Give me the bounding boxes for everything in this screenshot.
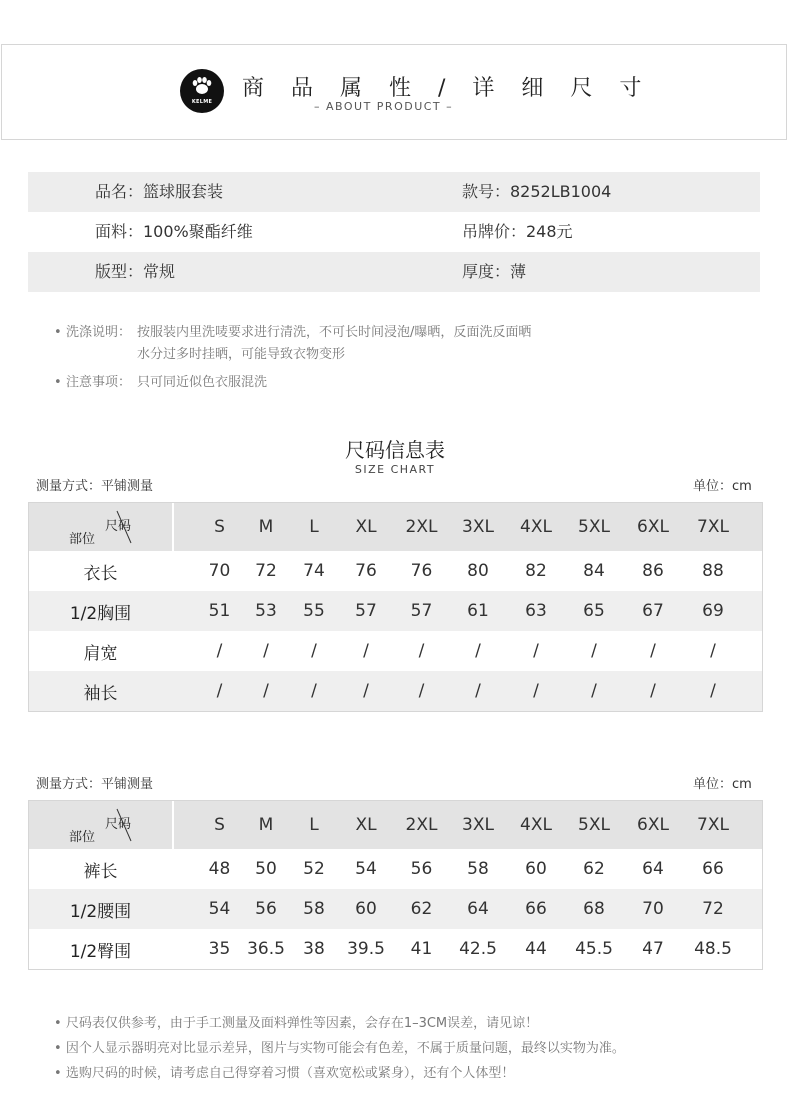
table-cell: 50 (255, 859, 277, 879)
table-cell: 80 (467, 561, 489, 581)
size-header-cell: 3XL (462, 517, 494, 537)
table-cell: 52 (303, 859, 325, 879)
footer-note: • 尺码表仅供参考，由于手工测量及面料弹性等因素，会存在1–3CM误差，请见谅！ (54, 1016, 539, 1031)
section-title: 商 品 属 性 / 详 细 尺 寸 (242, 76, 652, 101)
table-cell: 38 (303, 939, 325, 959)
table-header-row (29, 801, 762, 849)
table-cell: 70 (208, 561, 231, 581)
table-cell: 56 (255, 899, 277, 919)
size-header-cell: 7XL (697, 815, 729, 835)
table-corner-cell (29, 801, 172, 849)
note-text: 水分过多时挂晒，可能导致衣物变形 (137, 347, 346, 362)
property-fit: 版型：常规 (95, 262, 176, 281)
table-cell: 63 (525, 601, 547, 621)
size-header-cell: L (309, 517, 319, 537)
table-cell: 39.5 (347, 939, 385, 959)
table-row (29, 551, 762, 591)
property-row (28, 172, 760, 212)
table-cell: 88 (702, 561, 724, 581)
table-cell: / (311, 681, 317, 701)
table-cell: 57 (410, 601, 433, 621)
section-header (1, 44, 787, 140)
size-header-cell: XL (355, 815, 377, 835)
table-cell: 51 (208, 601, 231, 621)
table-cell: / (475, 641, 481, 661)
property-style-no: 款号：8252LB1004 (462, 182, 612, 201)
measure-method: 测量方式：平铺测量 (36, 479, 154, 494)
table-cell: / (418, 641, 425, 661)
row-label: 1/2胸围 (69, 603, 132, 624)
size-header-cell: S (214, 815, 225, 835)
unit-label: 单位：cm (693, 479, 752, 494)
table-cell: / (418, 681, 425, 701)
table-cell: 54 (208, 899, 231, 919)
note-label: 注意事项： (66, 375, 132, 390)
table-cell: 60 (355, 899, 377, 919)
row-label: 袖长 (83, 683, 118, 704)
logo-text: KELME (191, 99, 213, 105)
measure-method: 测量方式：平铺测量 (36, 777, 154, 792)
table-row (29, 591, 762, 631)
table-cell: 44 (525, 939, 547, 959)
property-row (28, 212, 760, 252)
care-note (54, 372, 587, 394)
size-header-cell: M (258, 517, 274, 537)
table-cell: 53 (255, 601, 277, 621)
table-row (29, 929, 762, 969)
size-header-cell: 5XL (578, 815, 610, 835)
table-cell: / (591, 681, 597, 701)
table-cell: 72 (702, 899, 724, 919)
table-cell: / (650, 641, 656, 661)
bullet-icon: • (54, 375, 62, 390)
size-chart-subtitle: SIZE CHART (354, 463, 436, 476)
table-cell: 62 (410, 899, 433, 919)
table-cell: / (591, 641, 597, 661)
table-cell: / (263, 681, 269, 701)
table-cell: 48 (208, 859, 231, 879)
note-label: 洗涤说明： (66, 325, 132, 340)
property-thickness: 厚度：薄 (462, 262, 527, 281)
table-cell: 66 (525, 899, 547, 919)
size-header-cell: 3XL (462, 815, 494, 835)
row-label: 裤长 (83, 861, 118, 882)
table-cell: 68 (583, 899, 605, 919)
table-cell: / (710, 681, 716, 701)
corner-part-label: 部位 (69, 830, 96, 845)
table-cell: / (216, 681, 223, 701)
footer-note: • 因个人显示器明亮对比显示差异，图片与实物可能会有色差，不属于质量问题，最终以实物为准。 (54, 1041, 625, 1056)
bullet-icon: • (54, 1041, 66, 1056)
corner-size-label: 尺码 (105, 519, 132, 534)
table-cell: / (533, 681, 539, 701)
table-cell: 58 (303, 899, 325, 919)
kelme-logo (180, 69, 224, 113)
table-cell: 57 (355, 601, 377, 621)
note-text: 按服装内里洗唛要求进行清洗，不可长时间浸泡/曝晒，反面洗反面晒 (137, 325, 532, 340)
table-cell: 41 (410, 939, 433, 959)
table-cell: 48.5 (694, 939, 732, 959)
size-header-cell: S (214, 517, 225, 537)
table-cell: 82 (525, 561, 547, 581)
size-header-cell: 6XL (637, 517, 669, 537)
footer-note: • 选购尺码的时候，请考虑自己得穿着习惯（喜欢宽松或紧身），还有个人体型！ (54, 1066, 515, 1081)
table-cell: 72 (255, 561, 277, 581)
table-cell: 60 (525, 859, 547, 879)
table-cell: 74 (303, 561, 325, 581)
size-header-cell: M (258, 815, 274, 835)
care-note (54, 322, 587, 344)
table-cell: 61 (467, 601, 489, 621)
table-cell: 69 (702, 601, 724, 621)
table-cell: 47 (642, 939, 664, 959)
care-note-continued (54, 344, 587, 366)
table-cell: 54 (355, 859, 377, 879)
table-header-row (29, 503, 762, 551)
table-cell: 42.5 (459, 939, 497, 959)
table-cell: 76 (355, 561, 377, 581)
table-cell: / (216, 641, 223, 661)
size-header-cell: 2XL (405, 815, 438, 835)
size-header-cell: L (309, 815, 319, 835)
table-cell: 86 (642, 561, 664, 581)
size-header-cell: 5XL (578, 517, 610, 537)
paw-icon (180, 69, 224, 113)
table-cell: / (311, 641, 317, 661)
table-cell: 45.5 (575, 939, 613, 959)
bullet-icon: • (54, 1066, 66, 1081)
footer-notes (54, 1011, 625, 1086)
table-cell: / (363, 681, 369, 701)
table-corner-cell (29, 503, 172, 551)
size-header-cell: XL (355, 517, 377, 537)
table-cell: 67 (642, 601, 664, 621)
property-name: 品名：篮球服套装 (95, 182, 224, 201)
table-cell: 58 (467, 859, 489, 879)
table-cell: / (475, 681, 481, 701)
size-table-bottom (28, 800, 763, 970)
table-row (29, 671, 762, 711)
property-fabric: 面料：100%聚酯纤维 (95, 222, 253, 241)
table-cell: 65 (583, 601, 605, 621)
table-cell: 62 (583, 859, 605, 879)
table-row (29, 889, 762, 929)
row-label: 衣长 (83, 563, 118, 584)
table-cell: / (710, 641, 716, 661)
row-label: 1/2腰围 (69, 901, 132, 922)
bullet-icon: • (54, 1016, 66, 1031)
corner-size-label: 尺码 (105, 817, 132, 832)
table-cell: 84 (583, 561, 605, 581)
section-subtitle: – ABOUT PRODUCT – (314, 100, 454, 113)
row-label: 1/2臀围 (69, 941, 132, 962)
table-cell: / (263, 641, 269, 661)
bullet-icon: • (54, 325, 62, 340)
size-header-cell: 4XL (520, 815, 552, 835)
row-label: 肩宽 (83, 643, 118, 664)
size-header-cell: 7XL (697, 517, 729, 537)
table-cell: 70 (642, 899, 664, 919)
care-notes (54, 322, 587, 394)
size-header-cell: 4XL (520, 517, 552, 537)
table-cell: / (533, 641, 539, 661)
table-cell: 64 (467, 899, 489, 919)
table-cell: 55 (303, 601, 325, 621)
corner-part-label: 部位 (69, 532, 96, 547)
table-cell: 76 (410, 561, 433, 581)
unit-label: 单位：cm (693, 777, 752, 792)
table-row (29, 631, 762, 671)
product-properties (28, 172, 760, 292)
property-row (28, 252, 760, 292)
size-header-cell: 2XL (405, 517, 438, 537)
table-cell: 35 (208, 939, 231, 959)
size-table-top (28, 502, 763, 712)
size-chart-title: 尺码信息表 (345, 438, 445, 462)
table-cell: / (650, 681, 656, 701)
table-cell: 64 (642, 859, 664, 879)
note-text: 只可同近似色衣服混洗 (137, 375, 268, 390)
property-price: 吊牌价：248元 (462, 222, 573, 241)
table-cell: 66 (702, 859, 724, 879)
table-row (29, 849, 762, 889)
table-cell: 56 (410, 859, 433, 879)
table-cell: 36.5 (247, 939, 285, 959)
table-cell: / (363, 641, 369, 661)
size-header-cell: 6XL (637, 815, 669, 835)
